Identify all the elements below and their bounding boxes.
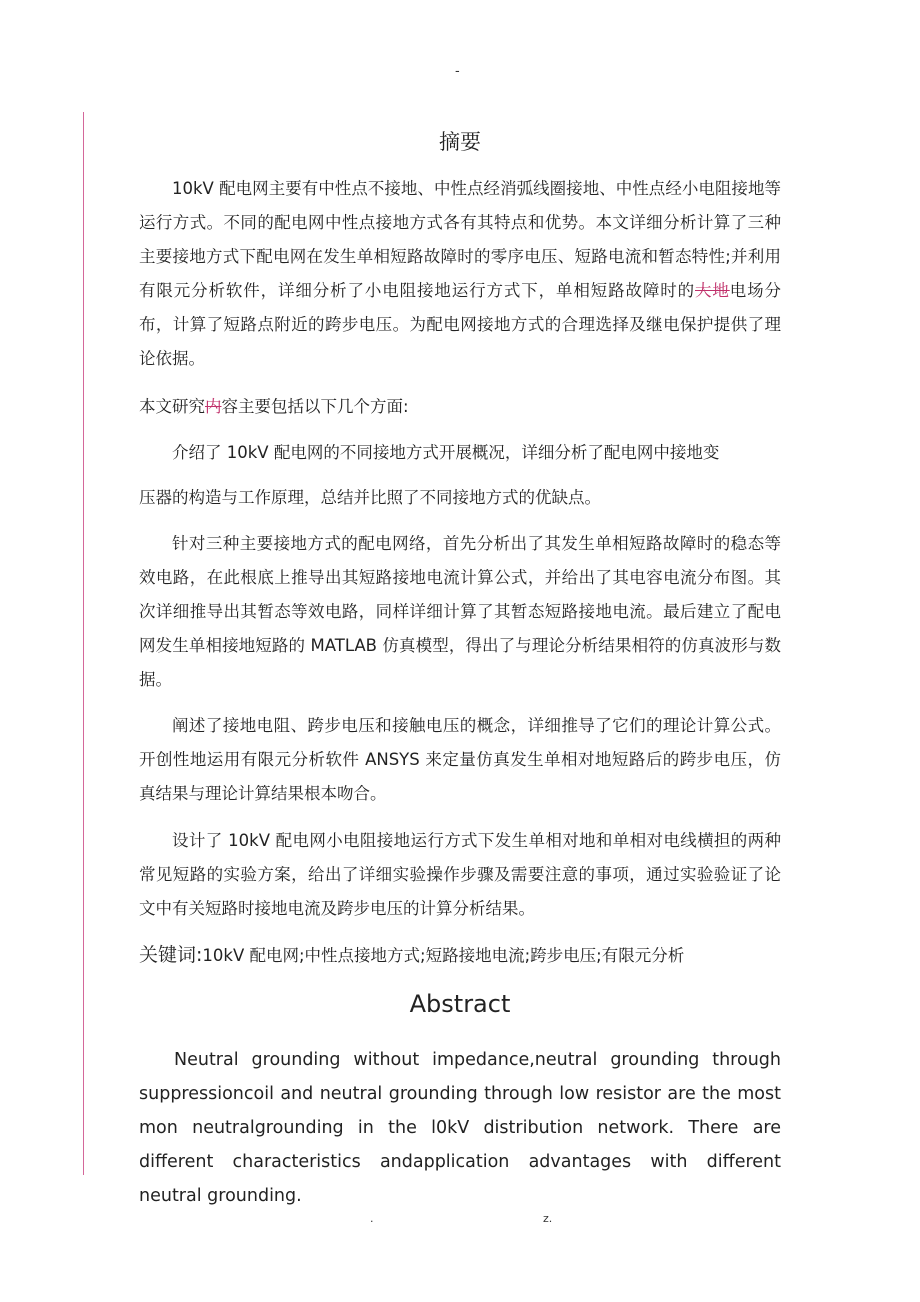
- abstract-en-title: Abstract: [409, 990, 511, 1018]
- content-intro: [139, 390, 781, 424]
- abstract-en-paragraph: Neutral grounding without impedance,neutral grounding through suppressioncoil and neutral grounding through low resistor are the most mon neutralgrounding in the l0kV distribution network. There are different characteristics andapplication advantages with different neutral grounding.: [139, 1050, 781, 1206]
- intro-text: 本文研究: [139, 397, 205, 416]
- keywords-text: 10kV 配电网;中性点接地方式;短路接地电流;跨步电压;有限元分析: [202, 946, 685, 965]
- item-1-line-1: 介绍了 10kV 配电网的不同接地方式开展概况，详细分析了配电网中接地变: [172, 443, 720, 462]
- keywords-label: 关键词:: [139, 944, 203, 966]
- footer-left-mark: .: [370, 1212, 374, 1225]
- abstract-cn-paragraph: [139, 172, 781, 376]
- keywords: [139, 938, 781, 973]
- item-2-paragraph: 针对三种主要接地方式的配电网络，首先分析出了其发生单相短路故障时的稳态等效电路，在此根底上推导出其短路接地电流计算公式，并给出了其电容电流分布图。其次详细推导出其暂态等效电路，同样详细计算了其暂态短路接地电流。最后建立了配电网发生单相接地短路的 MATLAB 仿真模型，得出了与理论分析结果相符的仿真波形与数据。: [139, 534, 781, 689]
- strikethrough-text: 内: [205, 397, 222, 416]
- item-3-paragraph: 阐述了接地电阻、跨步电压和接触电压的概念，详细推导了它们的理论计算公式。开创性地运用有限元分析软件 ANSYS 来定量仿真发生单相对地短路后的跨步电压，仿真结果与理论计算结果根本吻合。: [139, 716, 781, 803]
- paragraph-text: 10kV 配电网主要有中性点不接地、中性点经消弧线圈接地、中性点经小电阻接地等运行方式。不同的配电网中性点接地方式各有其特点和优势。本文详细分析计算了三种主要接地方式下配电网在发生单相短路故障时的零序电压、短路电流和暂态特性;并利用有限元分析软件，详细分析了小电阻接地运行方式下，单相短路故障时的: [139, 179, 781, 300]
- item-1-line-2: 压器的构造与工作原理，总结并比照了不同接地方式的优缺点。: [139, 488, 601, 507]
- intro-text: 容主要包括以下几个方面:: [221, 397, 409, 416]
- header-mark: -: [455, 64, 460, 79]
- footer-right-mark: z.: [543, 1212, 553, 1225]
- abstract-cn-title: 摘要: [439, 130, 481, 154]
- strikethrough-text: 大地: [695, 281, 730, 300]
- item-4-paragraph: 设计了 10kV 配电网小电阻接地运行方式下发生单相对地和单相对电线横担的两种常见短路的实验方案，给出了详细实验操作步骤及需要注意的事项，通过实验验证了论文中有关短路时接地电流及跨步电压的计算分析结果。: [139, 831, 781, 918]
- paragraph-text: 电场分布，计算了短路点附近的跨步电压。为配电网接地方式的合理选择及继电保护提供了理论依据。: [139, 281, 781, 368]
